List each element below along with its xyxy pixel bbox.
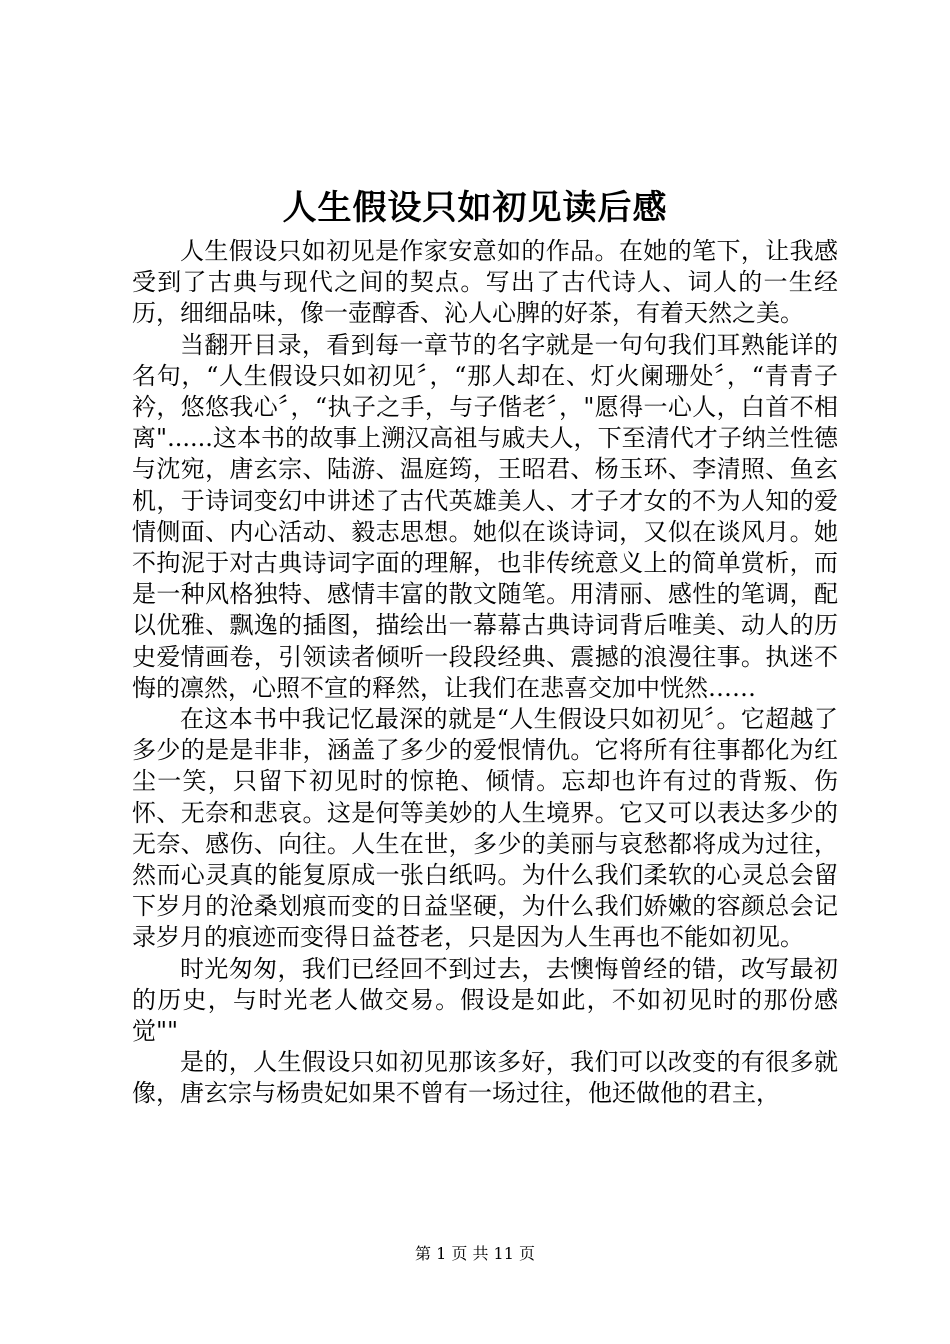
page-footer: 第 1 页 共 11 页 bbox=[415, 1244, 535, 1263]
document-body bbox=[132, 236, 838, 1110]
document-title: 人生假设只如初见读后感 bbox=[282, 188, 668, 228]
paragraph: 在这本书中我记忆最深的就是“人生假设只如初见〞。它超越了多少的是是非非，涵盖了多少的爱恨情仇。它将所有往事都化为红尘一笑，只留下初见时的惊艳、倾情。忘却也许有过的背叛、伤怀、无奈和悲哀。这是何等美妙的人生境界。它又可以表达多少的无奈、感伤、向往。人生在世，多少的美丽与哀愁都将成为过往，然而心灵真的能复原成一张白纸吗。为什么我们柔软的心灵总会留下岁月的沧桑划痕而变的日益坚硬，为什么我们娇嫩的容颜总会记录岁月的痕迹而变得日益苍老，只是因为人生再也不能如初见。 bbox=[132, 705, 838, 952]
paragraph: 当翻开目录，看到每一章节的名字就是一句句我们耳熟能详的名句，“人生假设只如初见〞，“那人却在、灯火阑珊处〞，“青青子衿，悠悠我心〞，“执子之手，与子偕老〞，"愿得一心人，白首不相离"......这本书的故事上溯汉高祖与戚夫人，下至清代才子纳兰性德与沈宛，唐玄宗、陆游、温庭筠，王昭君、杨玉环、李清照、鱼玄机，于诗词变幻中讲述了古代英雄美人、才子才女的不为人知的爱情侧面、内心活动、毅志思想。她似在谈诗词，又似在谈风月。她不拘泥于对古典诗词字面的理解，也非传统意义上的简单赏析，而是一种风格独特、感情丰富的散文随笔。用清丽、感性的笔调，配以优雅、飘逸的插图，描绘出一幕幕古典诗词背后唯美、动人的历史爱情画卷，引领读者倾听一段段经典、震撼的浪漫往事。执迷不悔的凛然，心照不宣的释然，让我们在悲喜交加中恍然…… bbox=[132, 330, 838, 702]
paragraph: 人生假设只如初见是作家安意如的作品。在她的笔下，让我感受到了古典与现代之间的契点。写出了古代诗人、词人的一生经历，细细品味，像一壶醇香、沁人心脾的好茶，有着天然之美。 bbox=[132, 237, 838, 328]
paragraph: 是的，人生假设只如初见那该多好，我们可以改变的有很多就像，唐玄宗与杨贵妃如果不曾有一场过往，他还做他的君主， bbox=[132, 1048, 838, 1108]
paragraph: 时光匆匆，我们已经回不到过去，去懊悔曾经的错，改写最初的历史，与时光老人做交易。假设是如此，不如初见时的那份感觉"" bbox=[132, 954, 838, 1046]
